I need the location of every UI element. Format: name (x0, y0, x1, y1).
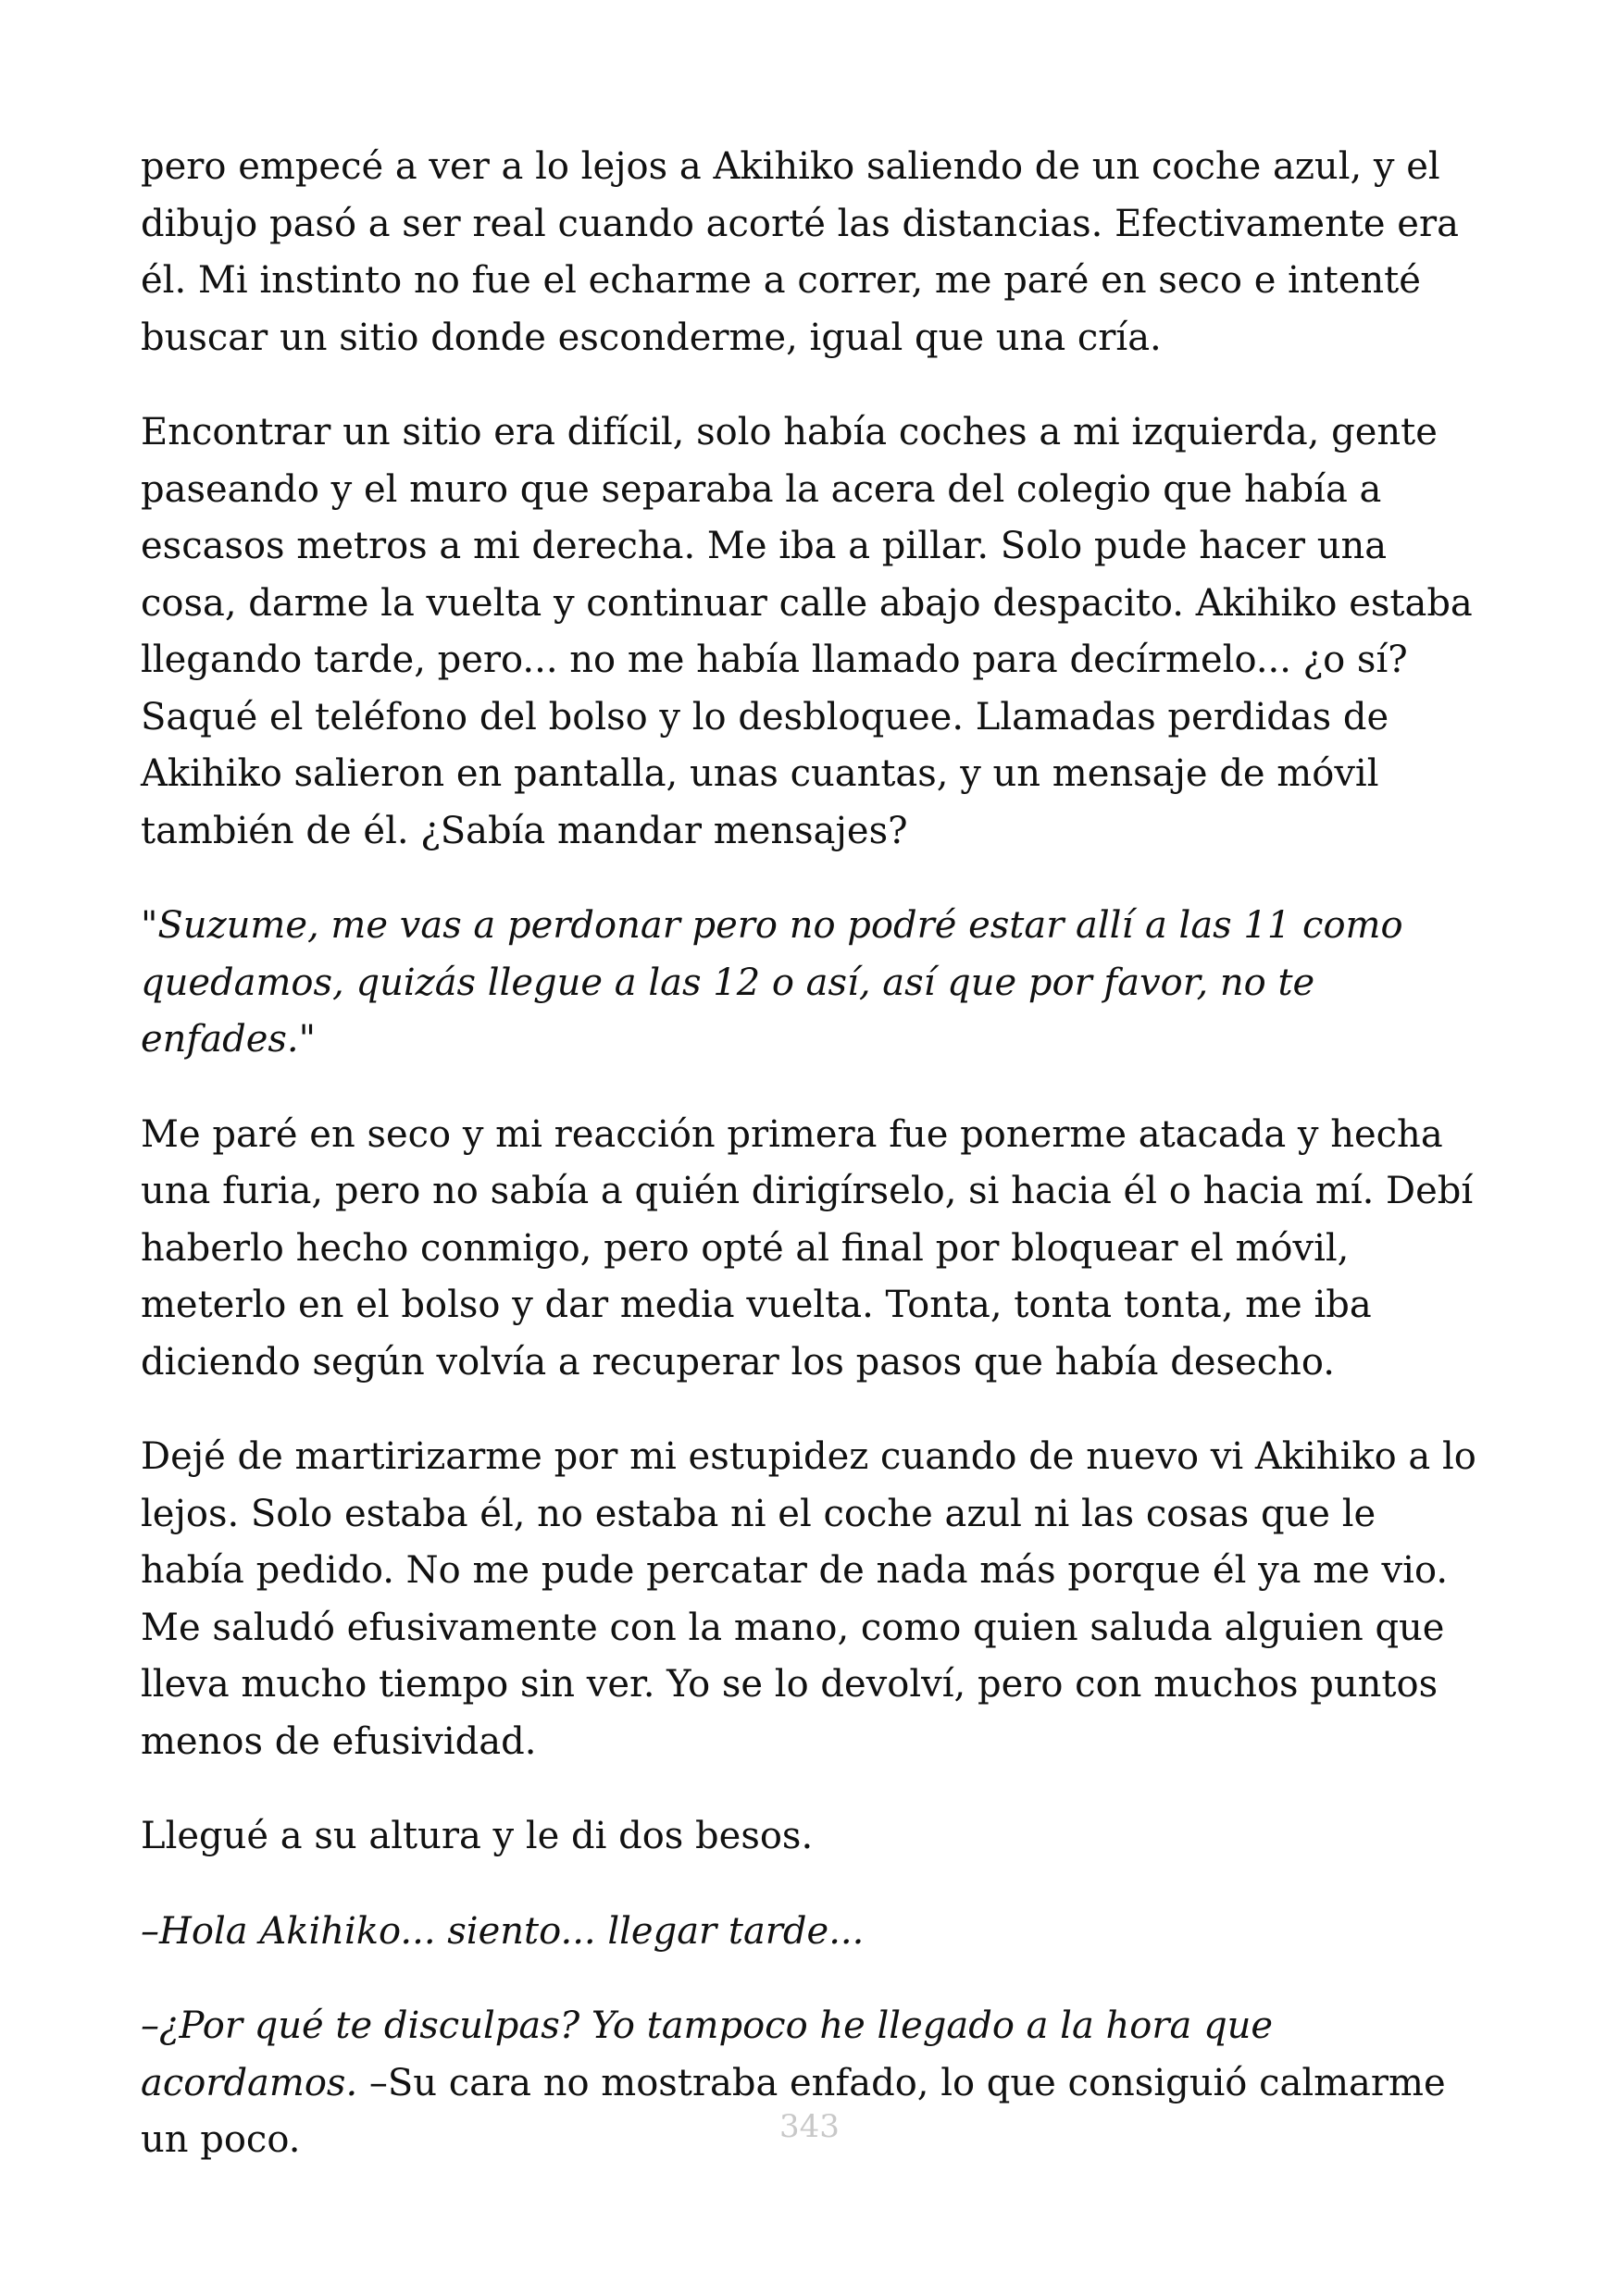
paragraph: Dejé de martirizarme por mi estupidez cuando de nuevo vi Akihiko a lo lejos. Solo estaba él, no estaba ni el coche azul ni las cosas que le había pedido. No me pude percatar de nada más porque él ya me vio. Me saludó efusivamente con la mano, como quien saluda alguien que lleva mucho tiempo sin ver. Yo se lo devolví, pero con muchos puntos menos de efusividad. (141, 1435, 1476, 1763)
page-number: 343 (779, 2108, 840, 2145)
paragraph: pero empecé a ver a lo lejos a Akihiko saliendo de un coche azul, y el dibujo pasó a ser real cuando acorté las distancias. Efectivamente era él. Mi instinto no fue el echarme a correr, me paré en seco e intenté buscar un sitio donde esconderme, igual que una cría. (141, 145, 1459, 359)
dialogue-line: –Hola Akihiko... siento... llegar tarde... (141, 1909, 865, 1953)
dialogue-speech: –¿Por qué te disculpas? Yo tampoco he llegado a la hora que acordamos. (141, 2004, 1274, 2104)
paragraph: Encontrar un sitio era difícil, solo había coches a mi izquierda, gente paseando y el muro que separaba la acera del colegio que había a escasos metros a mi derecha. Me iba a pillar. Solo pude hacer una cosa, darme la vuelta y continuar calle abajo despacito. Akihiko estaba llegando tarde, pero... no me había llamado para decírmelo... ¿o sí? Saqué el teléfono del bolso y lo desbloquee. Llamadas perdidas de Akihiko salieron en pantalla, unas cuantas, y un mensaje de móvil también de él. ¿Sabía mandar mensajes? (141, 411, 1473, 852)
body-text (141, 139, 1483, 2169)
paragraph: Me paré en seco y mi reacción primera fue ponerme atacada y hecha una furia, pero no sabía a quién dirigírselo, si hacia él o hacia mí. Debí haberlo hecho conmigo, pero opté al final por bloquear el móvil, meterlo en el bolso y dar media vuelta. Tonta, tonta tonta, me iba diciendo según volvía a recuperar los pasos que había desecho. (141, 1112, 1474, 1384)
paragraph: Llegué a su altura y le di dos besos. (141, 1815, 814, 1857)
dialogue-narration: –Su cara no mostraba enfado, lo que consiguió calmarme un poco. (141, 2061, 1446, 2161)
message-quote: "Suzume, me vas a perdonar pero no podré estar allí a las 11 como quedamos, quizás llegue a las 12 o así, así que por favor, no te enfades." (141, 904, 1403, 1061)
